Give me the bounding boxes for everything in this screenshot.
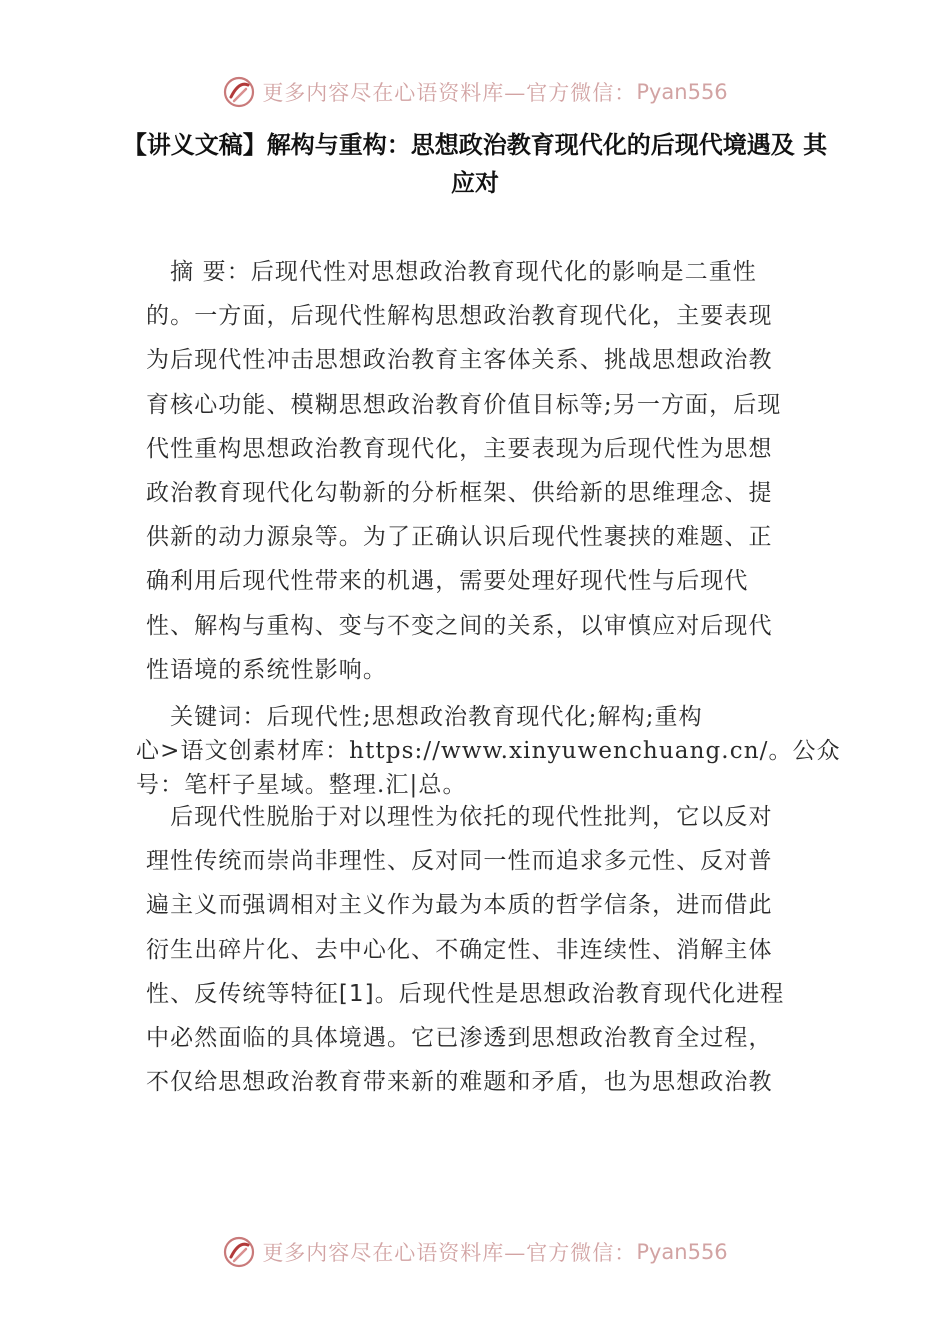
document-title — [120, 126, 830, 202]
title-line: 应对 — [451, 169, 499, 197]
text-line: 性语境的系统性影响。 — [146, 656, 387, 683]
text-line: 中必然面临的具体境遇。它已渗透到思想政治教育全过程， — [146, 1025, 773, 1052]
banner-text: 更多内容尽在心语资料库—官方微信： — [262, 81, 637, 105]
text-line: 供新的动力源泉等。为了正确认识后现代性裹挟的难题、正 — [146, 524, 773, 551]
banner-wechat-id: Pyan556 — [636, 80, 728, 104]
text-line: 心>语文创素材库：https://www.xinyuwenchuang.cn/。公众 — [136, 738, 841, 764]
banner-wechat-id: Pyan556 — [636, 1240, 728, 1264]
text-line: 摘 要：后现代性对思想政治教育现代化的影响是二重性 — [146, 259, 757, 285]
citation-ref[interactable]: [1] — [338, 980, 375, 1007]
text-line: 遍主义而强调相对主义作为最为本质的哲学信条，进而借此 — [146, 892, 773, 919]
text-line: 号：笔杆子星域。整理.汇|总。 — [136, 772, 467, 798]
text-line: 后现代性脱胎于对以理性为依托的现代性批判，它以反对 — [146, 804, 773, 830]
body-paragraph — [146, 795, 811, 1104]
text-line: 衍生出碎片化、去中心化、不确定性、非连续性、消解主体 — [146, 936, 773, 963]
keywords-paragraph — [136, 700, 841, 802]
logo-icon — [222, 1235, 256, 1269]
line-segment: 。后现代性是思想政治教育现代化进程 — [374, 980, 785, 1007]
abstract-paragraph — [146, 250, 811, 692]
text-line: 确利用后现代性带来的机遇，需要处理好现代性与后现代 — [146, 568, 749, 595]
text-line: 代性重构思想政治教育现代化，主要表现为后现代性为思想 — [146, 435, 773, 462]
header-banner — [0, 72, 950, 112]
title-line: 【讲义文稿】解构与重构：思想政治教育现代化的后现代境遇及 其 — [122, 131, 828, 159]
text-line — [146, 972, 811, 1016]
text-line: 的。一方面，后现代性解构思想政治教育现代化，主要表现 — [146, 303, 773, 330]
text-line: 政治教育现代化勾勒新的分析框架、供给新的思维理念、提 — [146, 480, 773, 507]
text-line: 关键词：后现代性;思想政治教育现代化;解构;重构 — [146, 704, 703, 730]
line-segment: 性、反传统等特征 — [146, 980, 339, 1007]
text-line: 不仅给思想政治教育带来新的难题和矛盾，也为思想政治教 — [146, 1069, 773, 1096]
logo-icon — [222, 75, 256, 109]
banner-text: 更多内容尽在心语资料库—官方微信： — [262, 1241, 637, 1265]
footer-banner — [0, 1232, 950, 1272]
text-line: 理性传统而崇尚非理性、反对同一性而追求多元性、反对普 — [146, 848, 773, 875]
text-line: 性、解构与重构、变与不变之间的关系，以审慎应对后现代 — [146, 612, 773, 639]
text-line: 育核心功能、模糊思想政治教育价值目标等;另一方面，后现 — [146, 391, 782, 418]
text-line: 为后现代性冲击思想政治教育主客体关系、挑战思想政治教 — [146, 347, 773, 374]
